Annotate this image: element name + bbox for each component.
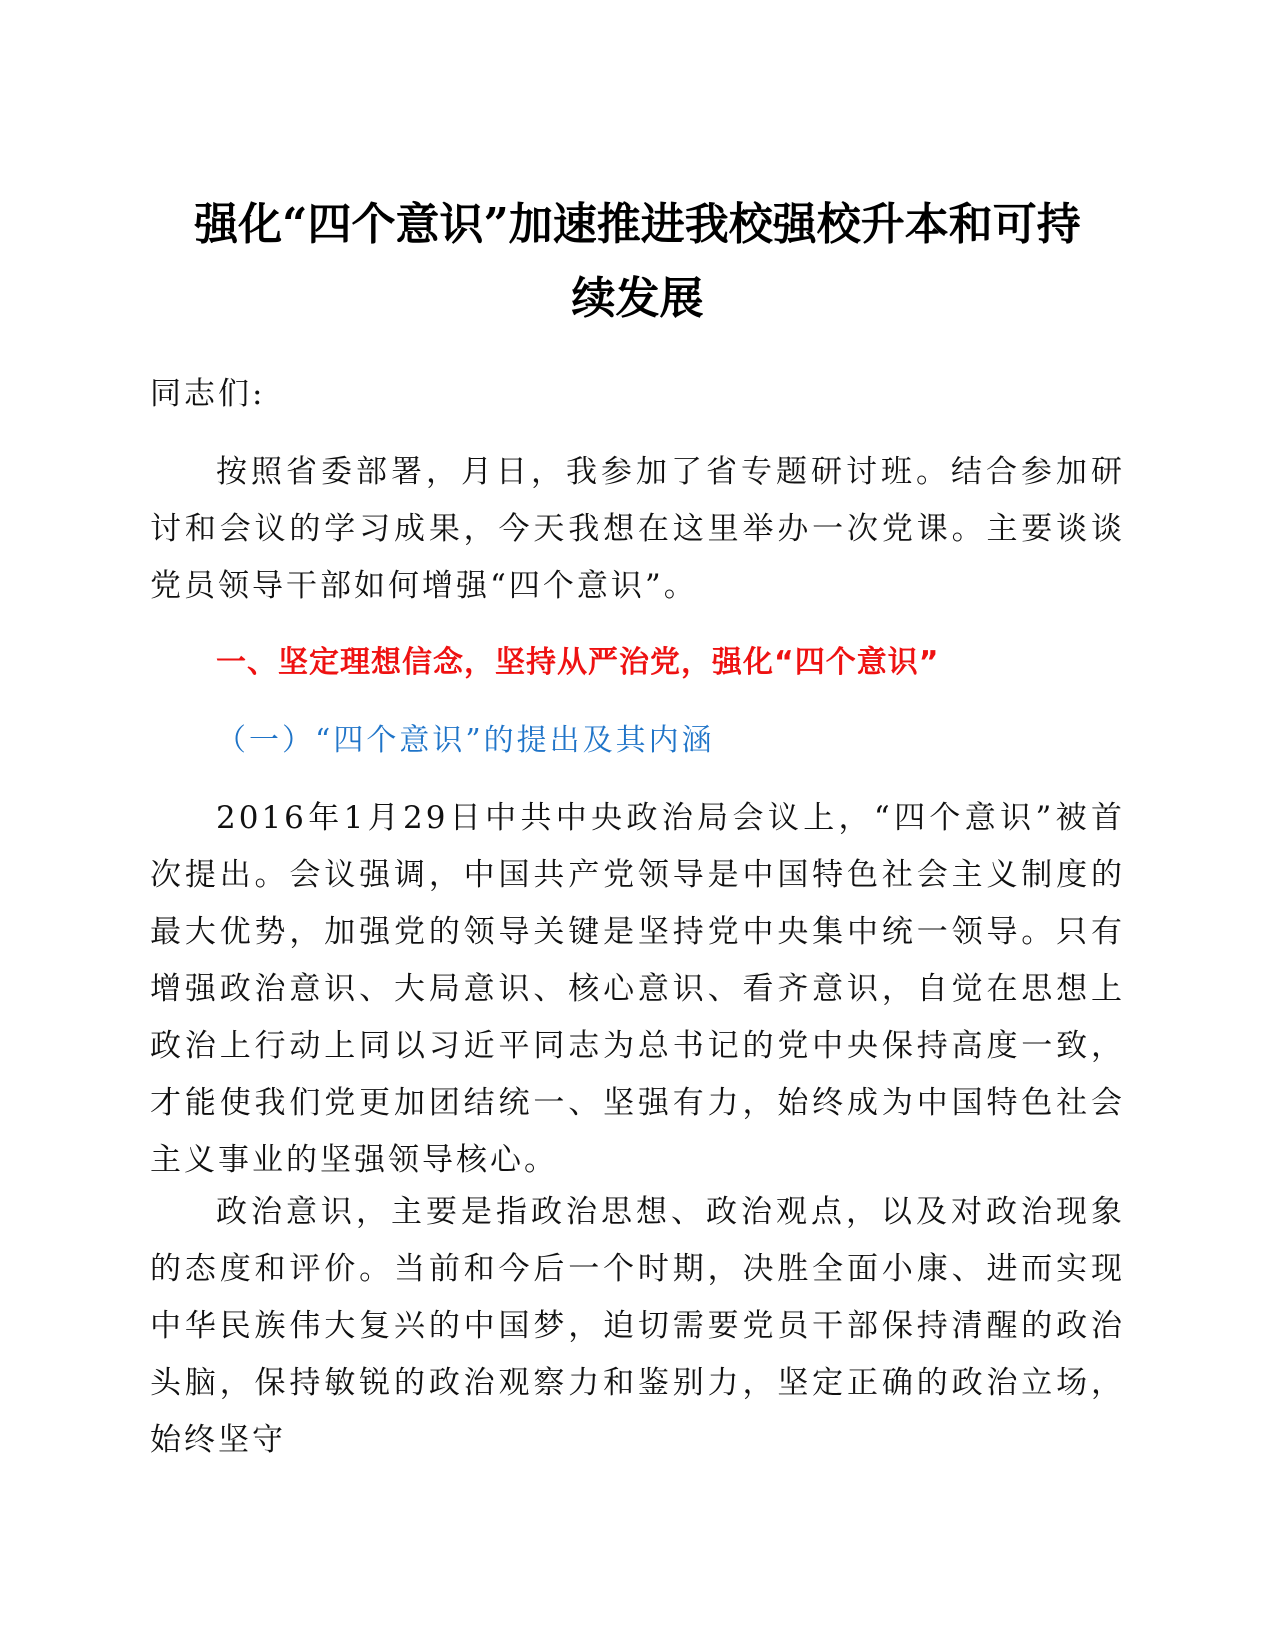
salutation: 同志们: xyxy=(150,376,266,412)
document-title xyxy=(150,188,1125,336)
title-line-2: 续发展 xyxy=(571,273,704,324)
section-heading-1: 一、坚定理想信念，坚持从严治党，强化“四个意识” xyxy=(216,645,940,680)
paragraph-four-consciousness: 2016年1月29日中共中央政治局会议上，“四个意识”被首次提出。会议强调，中国共产党领导是中国特色社会主义制度的最大优势，加强党的领导关键是坚持党中央集中统一领导。只有增强政治意识、大局意识、核心意识、看齐意识，自觉在思想上政治上行动上同以习近平同志为总书记的党中央保持高度一致，才能使我们党更加团结统一、坚强有力，始终成为中国特色社会主义事业的坚强领导核心。 xyxy=(150,800,1125,1178)
paragraph-political-consciousness: 政治意识，主要是指政治思想、政治观点，以及对政治现象的态度和评价。当前和今后一个时期，决胜全面小康、进而实现中华民族伟大复兴的中国梦，迫切需要党员干部保持清醒的政治头脑，保持敏锐的政治观察力和鉴别力，坚定正确的政治立场，始终坚守 xyxy=(150,1194,1125,1458)
paragraph-intro: 按照省委部署，月日，我参加了省专题研讨班。结合参加研讨和会议的学习成果，今天我想在这里举办一次党课。主要谈谈党员领导干部如何增强“四个意识”。 xyxy=(150,454,1125,604)
title-line-1: 强化“四个意识”加速推进我校强校升本和可持 xyxy=(194,199,1081,250)
subsection-heading-1: （一）“四个意识”的提出及其内涵 xyxy=(216,723,715,758)
